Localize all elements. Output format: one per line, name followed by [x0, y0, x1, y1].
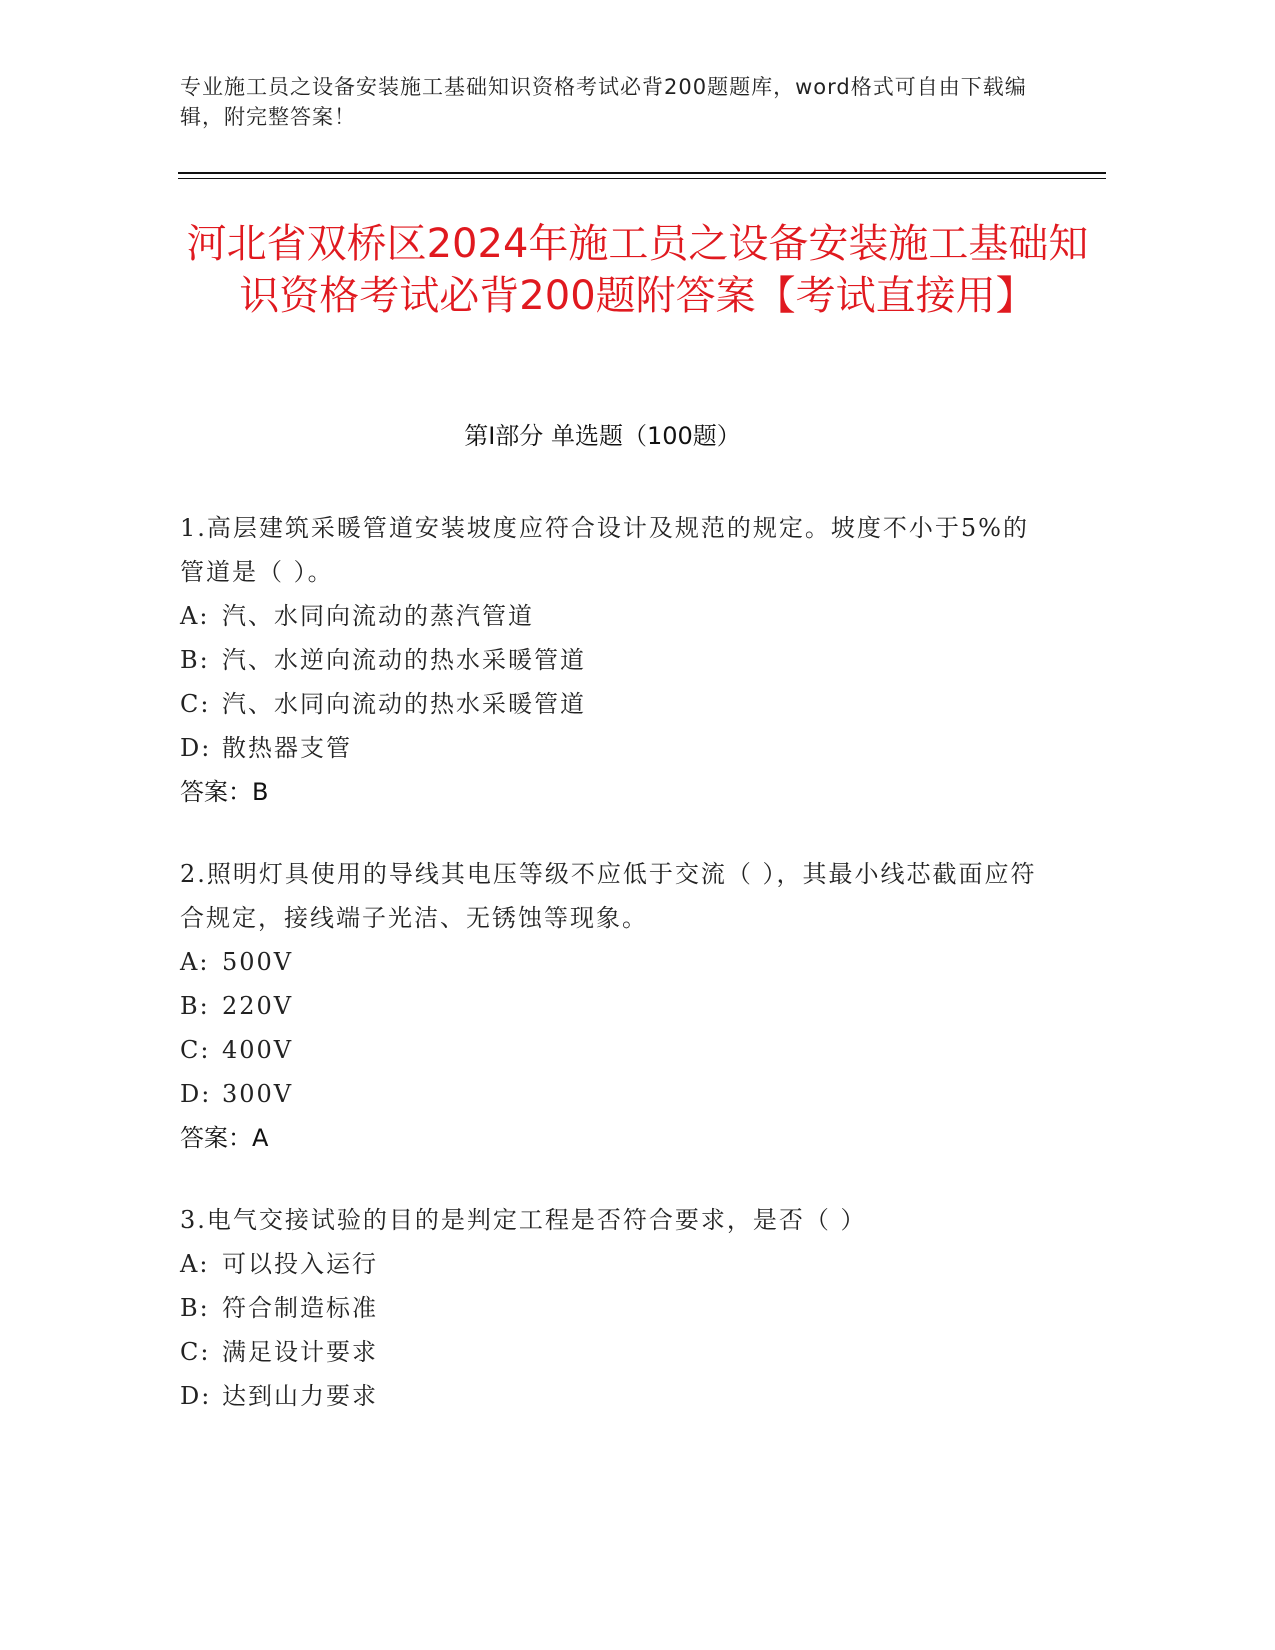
- option-text: 300V: [222, 1080, 294, 1108]
- option-text: 汽、水逆向流动的热水采暖管道: [222, 646, 586, 674]
- option-b: [180, 984, 1040, 1028]
- question-list: [180, 506, 1040, 1456]
- option-key: A:: [180, 602, 210, 630]
- question-1: [180, 506, 1040, 814]
- option-c: [180, 682, 1040, 726]
- option-text: 500V: [222, 948, 294, 976]
- option-text: 汽、水同向流动的蒸汽管道: [222, 602, 534, 630]
- option-text: 220V: [222, 992, 294, 1020]
- option-a: [180, 940, 1040, 984]
- option-key: A:: [180, 948, 210, 976]
- option-text: 汽、水同向流动的热水采暖管道: [222, 690, 586, 718]
- option-key: B:: [180, 646, 210, 674]
- option-key: C:: [180, 690, 211, 718]
- option-key: D:: [180, 734, 212, 762]
- section-heading: 第Ⅰ部分 单选题（100题）: [464, 422, 741, 450]
- option-key: B:: [180, 1294, 210, 1322]
- option-a: [180, 594, 1040, 638]
- answer-line: 答案：A: [180, 1124, 269, 1152]
- option-key: D:: [180, 1080, 212, 1108]
- option-text: 散热器支管: [222, 734, 352, 762]
- option-text: 符合制造标准: [222, 1294, 378, 1322]
- option-b: [180, 638, 1040, 682]
- answer-line: 答案：B: [180, 778, 269, 806]
- option-d: [180, 1072, 1040, 1116]
- option-text: 满足设计要求: [222, 1338, 378, 1366]
- option-text: 达到山力要求: [222, 1382, 378, 1410]
- question-3: [180, 1198, 1040, 1418]
- option-text: 可以投入运行: [222, 1250, 378, 1278]
- option-key: C:: [180, 1338, 211, 1366]
- option-key: D:: [180, 1382, 212, 1410]
- header-note: 专业施工员之设备安装施工基础知识资格考试必背200题题库，word格式可自由下载编辑，附完整答案！: [180, 75, 1027, 129]
- option-c: [180, 1028, 1040, 1072]
- option-key: A:: [180, 1250, 210, 1278]
- question-stem: 1.高层建筑采暖管道安装坡度应符合设计及规范的规定。坡度不小于5%的管道是（ ）。: [180, 514, 1029, 586]
- option-text: 400V: [222, 1036, 294, 1064]
- option-d: [180, 726, 1040, 770]
- option-key: C:: [180, 1036, 211, 1064]
- option-c: [180, 1330, 1040, 1374]
- document-title: 河北省双桥区2024年施工员之设备安装施工基础知识资格考试必背200题附答案【考试直接用】: [186, 221, 1089, 319]
- option-b: [180, 1286, 1040, 1330]
- option-key: B:: [180, 992, 210, 1020]
- question-stem: 2.照明灯具使用的导线其电压等级不应低于交流（ ），其最小线芯截面应符合规定，接线端子光洁、无锈蚀等现象。: [180, 860, 1037, 932]
- question-2: [180, 852, 1040, 1160]
- header-divider-thin: [178, 178, 1106, 179]
- question-stem: 3.电气交接试验的目的是判定工程是否符合要求，是否（ ）: [180, 1206, 867, 1234]
- option-d: [180, 1374, 1040, 1418]
- option-a: [180, 1242, 1040, 1286]
- header-divider-thick: [178, 172, 1106, 174]
